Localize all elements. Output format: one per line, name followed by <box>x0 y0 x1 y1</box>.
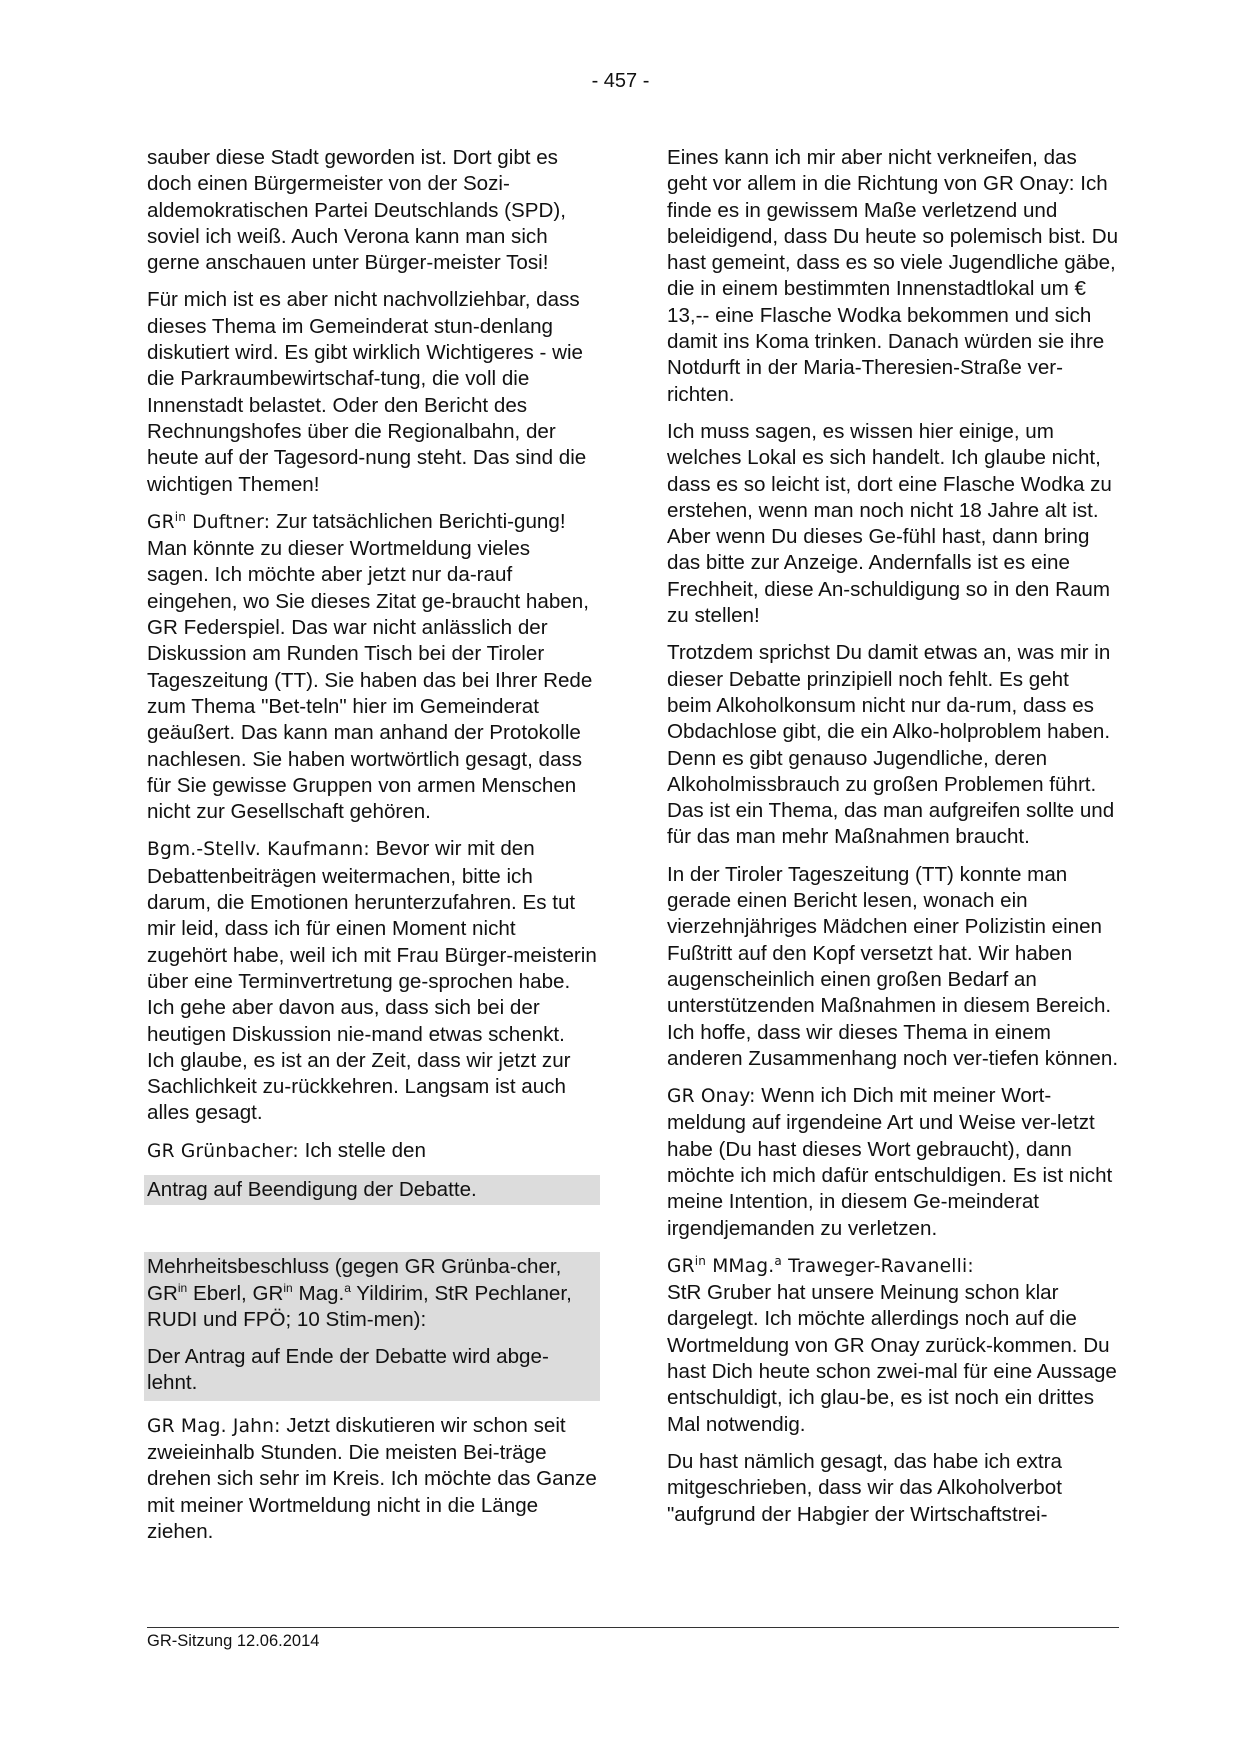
resolution-text: Mehrheitsbeschluss (gegen GR Grünba-cher, $GR^{in}$ Eberl, $GR^{in}$ Mag.$^a$ Yildirim, StR Pechlaner, RUDI und FPÖ; 10 Stim-men): <box>147 1255 572 1331</box>
right-paragraph-2: Ich muss sagen, es wissen hier einige, um welches Lokal es sich handelt. Ich glaube nicht, dass es so leicht ist, dort eine Flasche Wodka zu erstehen, wenn man noch nicht 18 Jahre alt ist. Aber wenn Du dieses Ge-fühl hast, dann bring das bitte zur Anzeige. Andernfalls ist es eine Frechheit, diese An-schuldigung so in den Raum zu stellen! <box>667 419 1112 628</box>
left-paragraph-2: Für mich ist es aber nicht nachvollziehbar, dass dieses Thema im Gemeinderat stun-denlang diskutiert wird. Es gibt wirklich Wichtigeres - wie die Parkraumbewirtschaf-tung, die voll die Innenstadt belastet. Oder den Bericht des Rechnungshofes über die Regionalbahn, der heute auf der Tagesord-nung steht. Das sind die wichtigen Themen! <box>147 288 587 496</box>
right-column <box>667 145 1119 1539</box>
right-paragraph-4: In der Tiroler Tageszeitung (TT) konnte man gerade einen Bericht lesen, wonach ein vierzehnjähriges Mädchen einer Polizistin einen Fußtritt auf den Kopf versetzt hat. Wir haben augenscheinlich einen großen Bedarf an unterstützenden Maßnahmen in diesem Bereich. Ich hoffe, dass wir dieses Thema in einem anderen Zusammenhang noch ver-tiefen können. <box>667 862 1119 1070</box>
page-number: - 457 - <box>591 70 650 92</box>
left-paragraph-5: GR Grünbacher: Ich stelle den <box>147 1138 426 1162</box>
right-paragraph-5: GR Onay: Wenn ich Dich mit meiner Wort-meldung auf irgendeine Art und Weise ver-letzt habe (Du hast dieses Wort gebraucht), dann möchte ich mich dafür entschuldigen. Es ist nicht meine Intention, in diesem Ge-meinderat irgendjemanden zu verletzen. <box>667 1084 1113 1240</box>
left-paragraph-3: $GR^{in}$ Duftner: Zur tatsächlichen Berichti-gung! Man könnte zu dieser Wortmeldung vieles sagen. Ich möchte aber jetzt nur da-rauf eingehen, wo Sie dieses Zitat ge-braucht haben, GR Federspiel. Das war nicht anlässlich der Diskussion am Runden Tisch bei der Tiroler Tageszeitung (TT). Sie haben das bei Ihrer Rede zum Thema "Bet-teln" hier im Gemeinderat geäußert. Das kann man anhand der Protokolle nachlesen. Sie haben wortwörtlich gesagt, dass für Sie gewisse Gruppen von armen Menschen nicht zur Gesellschaft gehören. <box>147 509 593 824</box>
footer-session-date: GR-Sitzung 12.06.2014 <box>147 1632 320 1650</box>
speaker-duftner: $GR^{in}$ Duftner: <box>147 509 271 533</box>
left-paragraph-4: Bgm.-Stellv. Kaufmann: Bevor wir mit den Debattenbeiträgen weitermachen, bitte ich darum, die Emotionen herunterzufahren. Es tut mir leid, dass ich für einen Moment nicht zugehört habe, weil ich mit Frau Bürger-meisterin über eine Terminvertretung ge-sprochen habe. Ich gehe aber davon aus, dass sich bei der heutigen Diskussion nie-mand etwas schenkt. Ich glaube, es ist an der Zeit, dass wir jetzt zur Sachlichkeit zu-rückkehren. Langsam ist auch alles gesagt. <box>147 837 597 1125</box>
speaker-onay: GR Onay: <box>667 1086 756 1108</box>
speaker-jahn: GR Mag. Jahn: <box>147 1415 281 1437</box>
right-paragraph-1: Eines kann ich mir aber nicht verkneifen, das geht vor allem in die Richtung von GR Onay: Ich finde es in gewissem Maße verletzend und beleidigend, dass Du heute so polemisch bist. Du hast gemeint, dass es so viele Jugendliche gäbe, die in einem bestimmten Innenstadtlokal um € 13,-- eine Flasche Wodka bekommen und sich damit ins Koma trinken. Danach würden sie ihre Notdurft in der Maria-Theresien-Straße ver-richten. <box>667 146 1119 406</box>
left-paragraph-1: sauber diese Stadt geworden ist. Dort gibt es doch einen Bürgermeister von der Sozi-aldemokratischen Partei Deutschlands (SPD), soviel ich weiß. Auch Verona kann man sich gerne anschauen unter Bürger-meister Tosi! <box>147 146 566 275</box>
left-paragraph-6: GR Mag. Jahn: Jetzt diskutieren wir schon seit zweieinhalb Stunden. Die meisten Bei-träge drehen sich sehr im Kreis. Ich möchte das Ganze mit meiner Wortmeldung nicht in die Länge ziehen. <box>147 1413 597 1543</box>
speaker-kaufmann: Bgm.-Stellv. Kaufmann: <box>147 839 370 861</box>
speaker-traweger-ravanelli: $GR^{in}$ MMag.$^a$ Traweger-Ravanelli: <box>667 1253 974 1277</box>
left-column <box>147 145 597 1556</box>
motion-text: Antrag auf Beendigung der Debatte. <box>147 1177 477 1201</box>
speaker-gruenbacher: GR Grünbacher: <box>147 1140 299 1162</box>
footer-divider <box>147 1627 1119 1628</box>
right-paragraph-3: Trotzdem sprichst Du damit etwas an, was mir in dieser Debatte prinzipiell noch fehlt. Es geht beim Alkoholkonsum nicht nur da-rum, dass es Obdachlose gibt, die ein Alko-holproblem haben. Denn es gibt genauso Jugendliche, deren Alkoholmissbrauch zu großen Problemen führt. Das ist ein Thema, das man aufgreifen sollte und für das man mehr Maßnahmen braucht. <box>667 641 1115 849</box>
resolution-decision: Der Antrag auf Ende der Debatte wird abge-lehnt. <box>147 1345 549 1395</box>
motion-box <box>144 1175 600 1205</box>
resolution-box <box>144 1252 600 1400</box>
right-paragraph-6: $GR^{in}$ MMag.$^a$ Traweger-Ravanelli: StR Gruber hat unsere Meinung schon klar dargelegt. Ich möchte allerdings noch auf die Wortmeldung von GR Onay zurück-kommen. Du hast Dich heute schon zwei-mal für eine Aussage entschuldigt, ich glau-be, es ist noch ein drittes Mal notwendig. <box>667 1253 1117 1436</box>
right-paragraph-7: Du hast nämlich gesagt, das habe ich extra mitgeschrieben, dass wir das Alkoholverbot "aufgrund der Habgier der Wirtschaftstrei- <box>667 1449 1062 1526</box>
